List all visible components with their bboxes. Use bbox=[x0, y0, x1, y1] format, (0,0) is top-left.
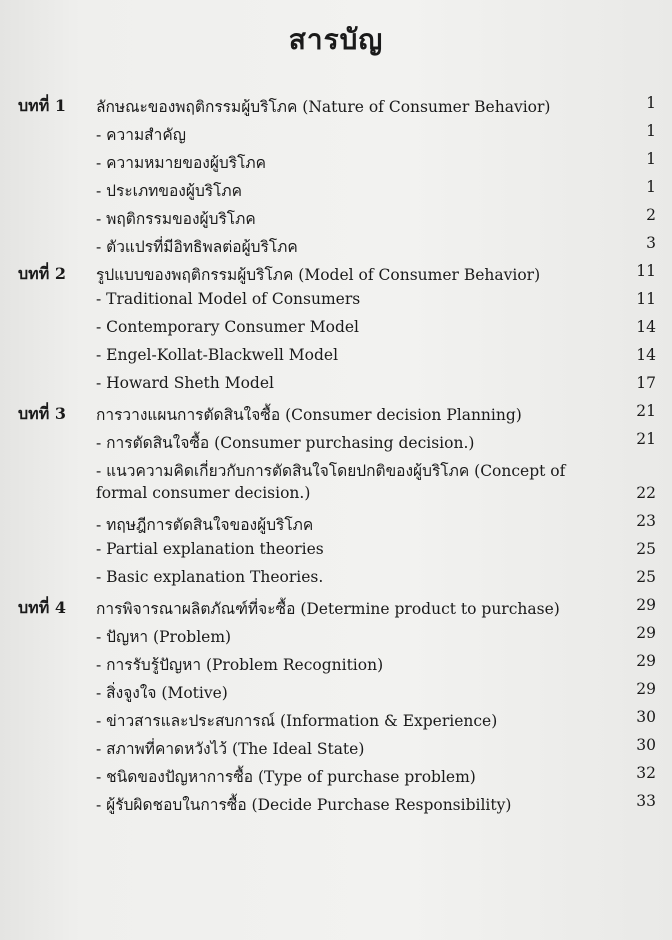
toc-entry-row bbox=[0, 568, 672, 596]
toc-entry-text: formal consumer decision.) bbox=[96, 484, 311, 502]
toc-entry-text: - Basic explanation Theories. bbox=[96, 568, 324, 586]
toc-entry-row bbox=[0, 290, 672, 318]
chapter-title: ลักษณะของพฤติกรรมผู้บริโภค (Nature of Consumer Behavior) bbox=[96, 98, 551, 116]
page-title: สารบัญ bbox=[288, 23, 384, 56]
toc-entry-row bbox=[0, 430, 672, 458]
toc-entry-text: - Howard Sheth Model bbox=[96, 374, 274, 392]
toc-entry-text: - Engel-Kollat-Blackwell Model bbox=[96, 346, 339, 364]
page-number: 17 bbox=[636, 374, 656, 392]
toc-chapter-row bbox=[0, 402, 672, 430]
page-number: 1 bbox=[646, 150, 656, 168]
toc-entry-text: - การตัดสินใจซื้อ (Consumer purchasing decision.) bbox=[96, 434, 475, 452]
toc-entry-text: - Traditional Model of Consumers bbox=[96, 290, 361, 308]
toc-entry-row bbox=[0, 624, 672, 652]
toc-entry-text: - แนวความคิดเกี่ยวกับการตัดสินใจโดยปกติของผู้บริโภค (Concept of bbox=[96, 462, 566, 480]
toc-entry-row bbox=[0, 680, 672, 708]
toc-entry-text: - Partial explanation theories bbox=[96, 540, 324, 558]
page-number: 29 bbox=[636, 596, 656, 614]
toc-entry-text: - ทฤษฎีการตัดสินใจของผู้บริโภค bbox=[96, 516, 314, 534]
page-number: 1 bbox=[646, 94, 656, 112]
page-number: 22 bbox=[636, 484, 656, 502]
toc-entry-row bbox=[0, 346, 672, 374]
page-number: 11 bbox=[636, 290, 656, 308]
page-number: 30 bbox=[636, 736, 656, 754]
page-number: 21 bbox=[636, 402, 656, 420]
chapter-title: การวางแผนการตัดสินใจซื้อ (Consumer decision Planning) bbox=[96, 406, 522, 424]
toc-entry-text: - ผู้รับผิดชอบในการซื้อ (Decide Purchase Responsibility) bbox=[96, 796, 512, 814]
toc-entry-row bbox=[0, 764, 672, 792]
chapter-number: บทที่ 1 bbox=[18, 96, 66, 115]
page-number: 14 bbox=[636, 318, 656, 336]
toc-entry-row bbox=[0, 512, 672, 540]
toc-entry-text: - การรับรู้ปัญหา (Problem Recognition) bbox=[96, 656, 384, 674]
toc-entry-row bbox=[0, 540, 672, 568]
toc-entry-text: - ชนิดของปัญหาการซื้อ (Type of purchase problem) bbox=[96, 768, 476, 786]
page-number: 11 bbox=[636, 262, 656, 280]
toc-entry-text: - ความสำคัญ bbox=[96, 126, 186, 144]
page-number: 29 bbox=[636, 652, 656, 670]
toc-entry-row bbox=[0, 206, 672, 234]
page-number: 23 bbox=[636, 512, 656, 530]
chapter-number: บทที่ 2 bbox=[18, 264, 66, 283]
toc-entry-text: - ความหมายของผู้บริโภค bbox=[96, 154, 267, 172]
toc-entry-row bbox=[0, 234, 672, 262]
page-number: 32 bbox=[636, 764, 656, 782]
page-number: 29 bbox=[636, 680, 656, 698]
toc-entry-row bbox=[0, 178, 672, 206]
toc-entry-text: - ประเภทของผู้บริโภค bbox=[96, 182, 243, 200]
toc-entry-text: - ตัวแปรที่มีอิทธิพลต่อผู้บริโภค bbox=[96, 238, 298, 256]
toc-entry-row bbox=[0, 150, 672, 178]
toc-entry-text: - สิ่งจูงใจ (Motive) bbox=[96, 684, 228, 702]
page-number: 21 bbox=[636, 430, 656, 448]
chapter-number: บทที่ 3 bbox=[18, 404, 66, 423]
chapter-number: บทที่ 4 bbox=[18, 598, 66, 617]
toc-entry-text: - สภาพที่คาดหวังไว้ (The Ideal State) bbox=[96, 740, 365, 758]
page-number: 2 bbox=[646, 206, 656, 224]
toc-entry-text: - ปัญหา (Problem) bbox=[96, 628, 232, 646]
page-number: 29 bbox=[636, 624, 656, 642]
toc-entry-row bbox=[0, 484, 672, 512]
toc-entry-row bbox=[0, 792, 672, 820]
toc-entry-row bbox=[0, 318, 672, 346]
toc-entry-text: - ข่าวสารและประสบการณ์ (Information & Experience) bbox=[96, 712, 498, 730]
toc-entry-row bbox=[0, 652, 672, 680]
table-of-contents bbox=[0, 94, 672, 820]
toc-entry-text: - พฤติกรรมของผู้บริโภค bbox=[96, 210, 256, 228]
chapter-title: รูปแบบของพฤติกรรมผู้บริโภค (Model of Consumer Behavior) bbox=[96, 266, 541, 284]
toc-entry-row bbox=[0, 374, 672, 402]
page-number: 33 bbox=[636, 792, 656, 810]
toc-entry-row bbox=[0, 458, 672, 484]
chapter-title: การพิจารณาผลิตภัณฑ์ที่จะซื้อ (Determine product to purchase) bbox=[96, 600, 560, 618]
page-number: 25 bbox=[636, 568, 656, 586]
page-number: 30 bbox=[636, 708, 656, 726]
toc-entry-row bbox=[0, 708, 672, 736]
toc-entry-row bbox=[0, 122, 672, 150]
page-number: 3 bbox=[646, 234, 656, 252]
toc-entry-row bbox=[0, 736, 672, 764]
page-number: 1 bbox=[646, 178, 656, 196]
toc-entry-text: - Contemporary Consumer Model bbox=[96, 318, 360, 336]
page-number: 1 bbox=[646, 122, 656, 140]
toc-chapter-row bbox=[0, 596, 672, 624]
page-number: 14 bbox=[636, 346, 656, 364]
toc-chapter-row bbox=[0, 94, 672, 122]
page-number: 25 bbox=[636, 540, 656, 558]
toc-chapter-row bbox=[0, 262, 672, 290]
